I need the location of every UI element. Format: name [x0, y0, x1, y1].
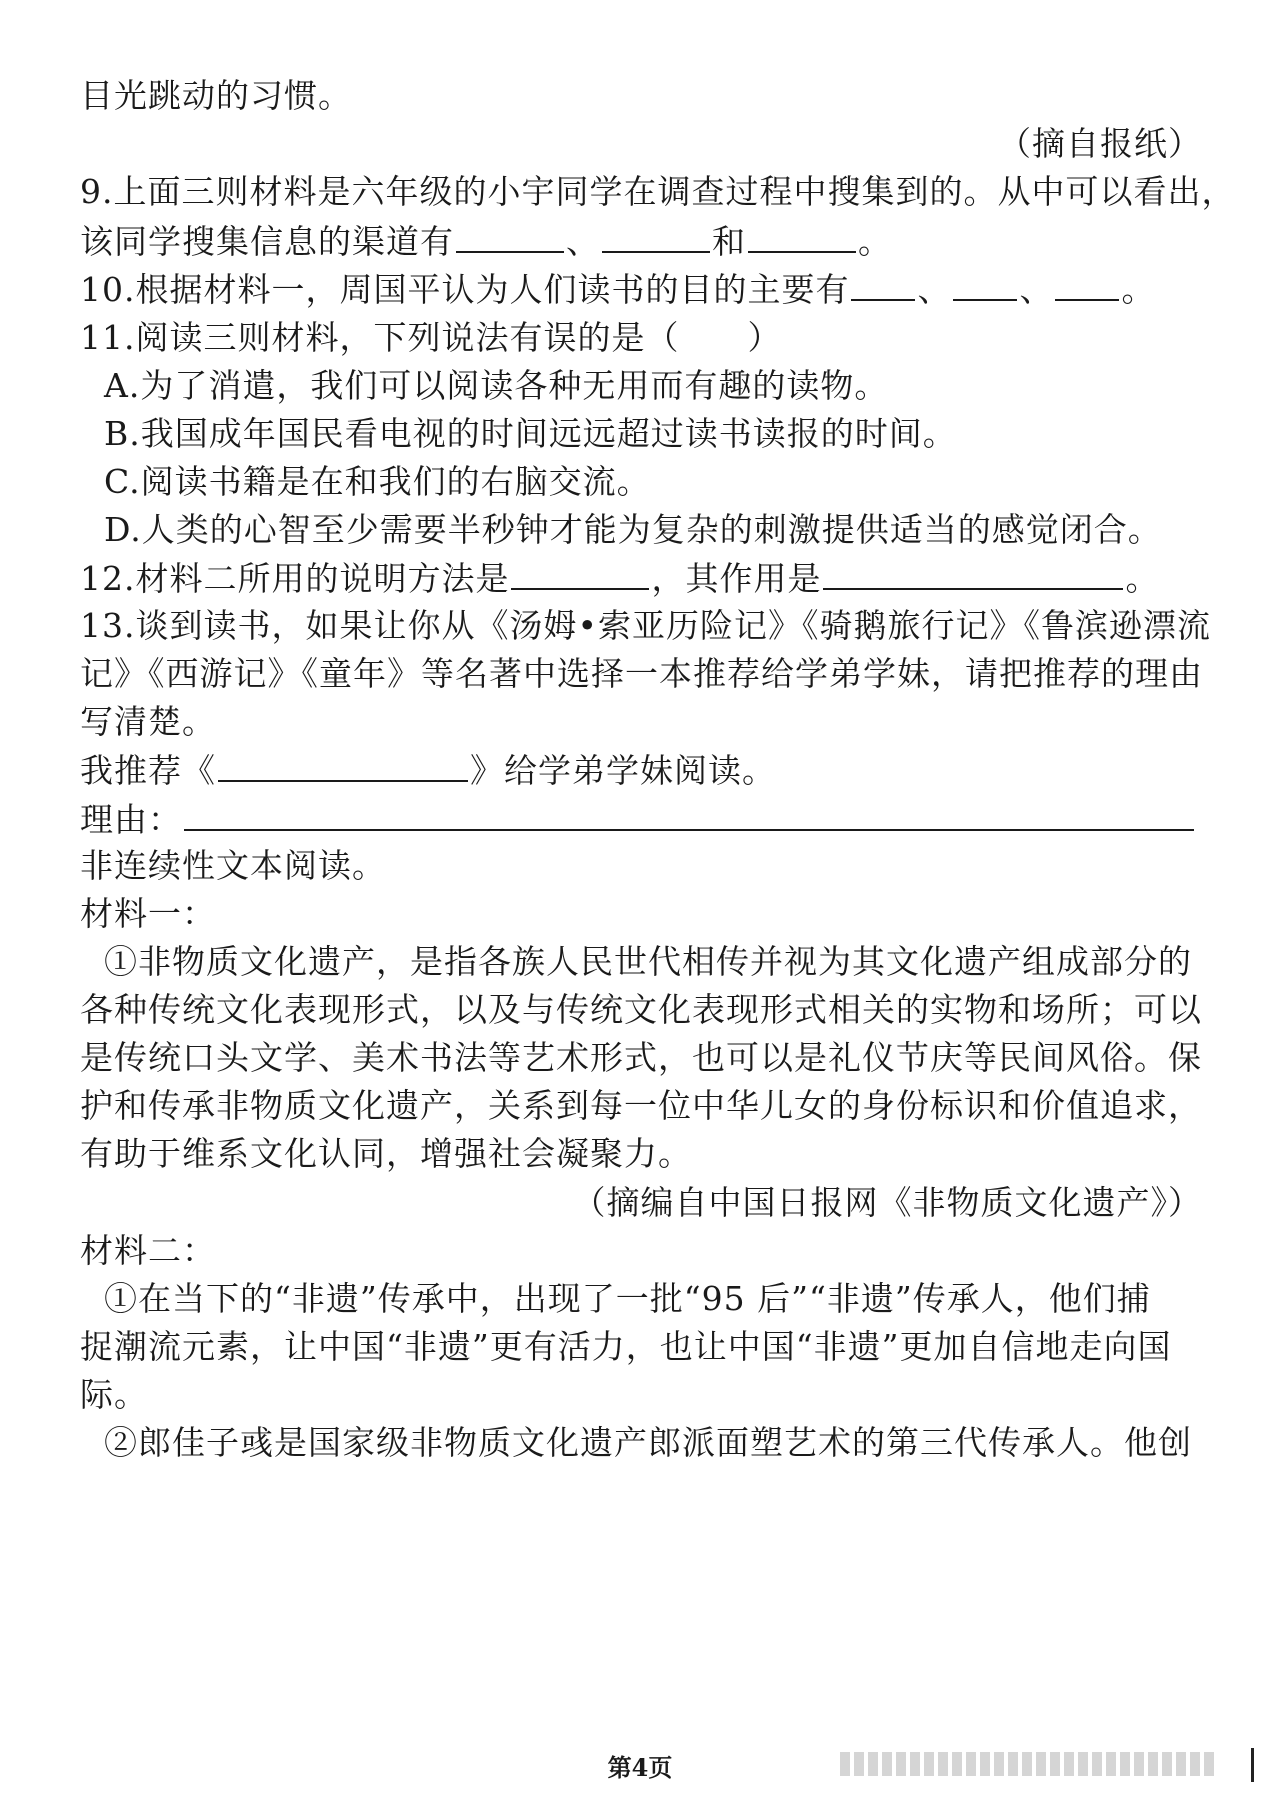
question-13-line-2: 记》《西游记》《童年》等名著中选择一本推荐给学弟学妹，请把推荐的理由: [80, 654, 1203, 693]
text: 、: [917, 270, 952, 309]
text: 和: [712, 222, 746, 261]
text: 我推荐《: [80, 751, 216, 790]
material-2-text: ①在当下的“非遗”传承中，出现了一批“95 后”“非遗”传承人，他们捕: [104, 1279, 1151, 1318]
option-b: B.我国成年国民看电视的时间远远超过读书读报的时间。: [104, 414, 957, 453]
material-2-text: 捉潮流元素，让中国“非遗”更有活力，也让中国“非遗”更加自信地走向国: [80, 1327, 1172, 1366]
text: 10.根据材料一，周国平认为人们读书的目的主要有: [80, 270, 850, 309]
material-2-label: 材料二：: [80, 1231, 216, 1270]
page-number: 第4页: [607, 1753, 673, 1782]
text: 。: [1121, 270, 1156, 309]
text: 。: [1125, 559, 1160, 598]
source-note: （摘编自中国日报网《非物质文化遗产》）: [572, 1183, 1202, 1222]
answer-blank[interactable]: [748, 221, 856, 253]
material-1-text: 有助于维系文化认同，增强社会凝聚力。: [80, 1134, 692, 1173]
edge-mark: [1251, 1748, 1254, 1782]
material-1-text: ①非物质文化遗产，是指各族人民世代相传并视为其文化遗产组成部分的: [104, 942, 1192, 981]
question-11: 11.阅读三则材料，下列说法有误的是（ ）: [80, 318, 782, 357]
text: 、: [1019, 270, 1054, 309]
reason-line: [80, 799, 1220, 840]
question-10: [80, 269, 1220, 310]
material-1-label: 材料一：: [80, 894, 216, 933]
text: 》给学弟学妹阅读。: [470, 751, 776, 790]
answer-blank[interactable]: [1055, 269, 1119, 301]
source-note: （摘自报纸）: [998, 124, 1202, 163]
text: 、: [566, 222, 600, 261]
scan-artifact: [840, 1752, 1240, 1776]
text: 12.材料二所用的说明方法是: [80, 559, 510, 598]
reason-blank[interactable]: [184, 799, 1194, 831]
material-1-text: 是传统口头文学、美术书法等艺术形式，也可以是礼仪节庆等民间风俗。保: [80, 1038, 1202, 1077]
answer-blank[interactable]: [456, 221, 564, 253]
recommend-line: [80, 750, 1220, 791]
text-line: 目光跳动的习惯。: [80, 76, 352, 115]
text: 。: [858, 222, 892, 261]
question-13-line-3: 写清楚。: [80, 702, 216, 741]
book-title-blank[interactable]: [218, 750, 468, 782]
answer-blank[interactable]: [511, 558, 649, 590]
text: 该同学搜集信息的渠道有: [80, 222, 454, 261]
question-9-line-1: 9.上面三则材料是六年级的小宇同学在调查过程中搜集到的。从中可以看出，: [80, 172, 1236, 211]
material-1-text: 护和传承非物质文化遗产，关系到每一位中华儿女的身份标识和价值追求，: [80, 1086, 1202, 1125]
option-c: C.阅读书籍是在和我们的右脑交流。: [104, 462, 651, 501]
option-d: D.人类的心智至少需要半秒钟才能为复杂的刺激提供适当的感觉闭合。: [104, 510, 1162, 549]
question-13-line-1: 13.谈到读书，如果让你从《汤姆•索亚历险记》《骑鹅旅行记》《鲁滨逊漂流: [80, 606, 1211, 645]
answer-blank[interactable]: [953, 269, 1017, 301]
question-12: [80, 558, 1220, 599]
section-title: 非连续性文本阅读。: [80, 846, 386, 885]
answer-blank[interactable]: [602, 221, 710, 253]
text: ，其作用是: [651, 559, 822, 598]
answer-blank[interactable]: [851, 269, 915, 301]
option-a: A.为了消遣，我们可以阅读各种无用而有趣的读物。: [104, 366, 889, 405]
answer-blank[interactable]: [823, 558, 1123, 590]
material-2-text: 际。: [80, 1375, 148, 1414]
question-9-line-2: [80, 221, 1220, 262]
material-1-text: 各种传统文化表现形式，以及与传统文化表现形式相关的实物和场所；可以: [80, 990, 1202, 1029]
material-2-text: ②郎佳子彧是国家级非物质文化遗产郎派面塑艺术的第三代传承人。他创: [104, 1423, 1192, 1462]
text: 理由：: [80, 800, 182, 839]
